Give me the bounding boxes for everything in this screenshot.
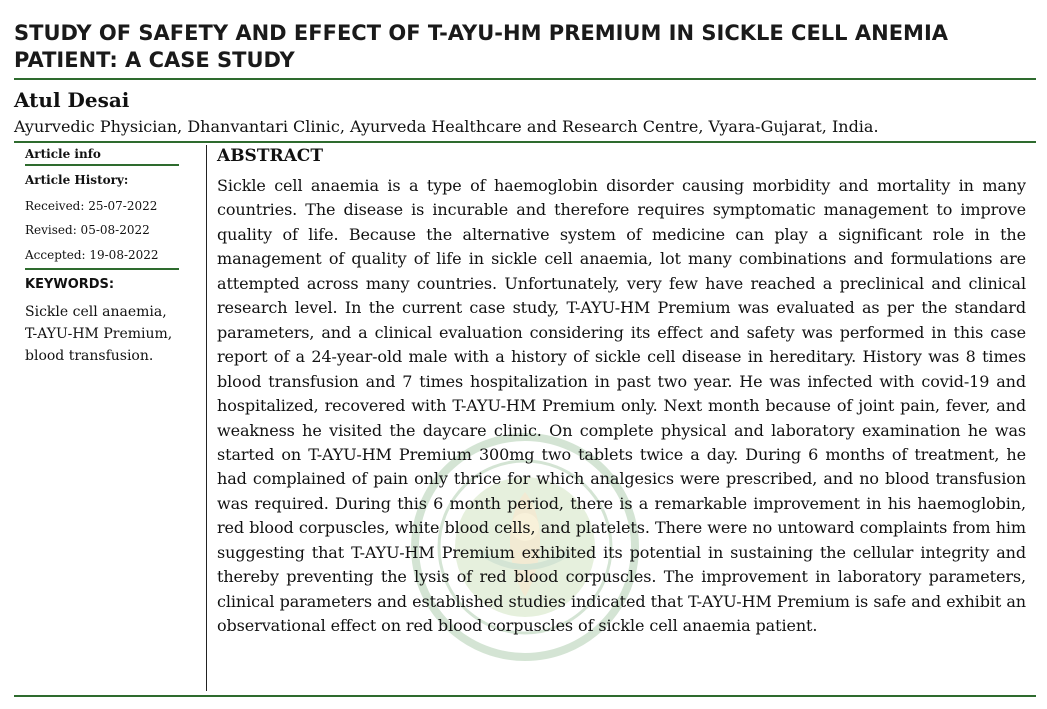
dates-divider (25, 268, 179, 270)
accepted-date: Accepted: 19-08-2022 (25, 248, 159, 262)
column-divider (206, 145, 207, 691)
header-divider (14, 141, 1036, 143)
abstract-heading: ABSTRACT (217, 146, 323, 166)
author-name: Atul Desai (14, 88, 130, 112)
received-date: Received: 25-07-2022 (25, 199, 158, 213)
abstract-body: Sickle cell anaemia is a type of haemoglobin disorder causing morbidity and mortality in many countries. The disease is incurable and therefore requires symptomatic management to improve quality of life. Because the alternative system of medicine can play a significant role in the management of quality of life in sickle cell anaemia, lot many combinations and formulations are attempted across many countries. Unfortunately, very few have reached a preclinical and clinical research level. In the current case study, T-AYU-HM Premium was evaluated as per the standard parameters, and a clinical evaluation considering its effect and safety was performed in this case report of a 24-year-old male with a history of sickle cell disease in hereditary. History was 8 times blood transfusion and 7 times hospitalization in past two year. He was infected with covid-19 and hospitalized, recovered with T-AYU-HM Premium only. Next month because of joint pain, fever, and weakness he visited the daycare clinic. On complete physical and laboratory examination he was started on T-AYU-HM Premium 300mg two tablets twice a day. During 6 months of treatment, he had complained of pain only thrice for which analgesics were prescribed, and no blood transfusion was required. During this 6 month period, there is a remarkable improvement in his haemoglobin, red blood corpuscles, white blood cells, and platelets. There were no untoward complaints from him suggesting that T-AYU-HM Premium exhibited its potential in sustaining the cellular integrity and thereby preventing the lysis of red blood corpuscles. The improvement in laboratory parameters, clinical parameters and established studies indicated that T-AYU-HM Premium is safe and exhibit an observational effect on red blood corpuscles of sickle cell anaemia patient. (217, 176, 1026, 636)
title-divider (14, 78, 1036, 80)
article-info-divider (25, 164, 179, 166)
revised-date: Revised: 05-08-2022 (25, 223, 150, 237)
footer-divider (14, 695, 1036, 697)
keywords-heading: KEYWORDS: (25, 277, 115, 292)
paper-title: STUDY OF SAFETY AND EFFECT OF T-AYU-HM PREMIUM IN SICKLE CELL ANEMIA PATIENT: A CASE STUDY (14, 21, 949, 72)
author-affiliation: Ayurvedic Physician, Dhanvantari Clinic, Ayurveda Healthcare and Research Centre, Vyara-Gujarat, India. (14, 117, 879, 136)
article-info-heading: Article info (25, 147, 101, 161)
article-history-label: Article History: (25, 173, 129, 187)
keywords-text: Sickle cell anaemia, T-AYU-HM Premium, blood transfusion. (25, 304, 173, 364)
